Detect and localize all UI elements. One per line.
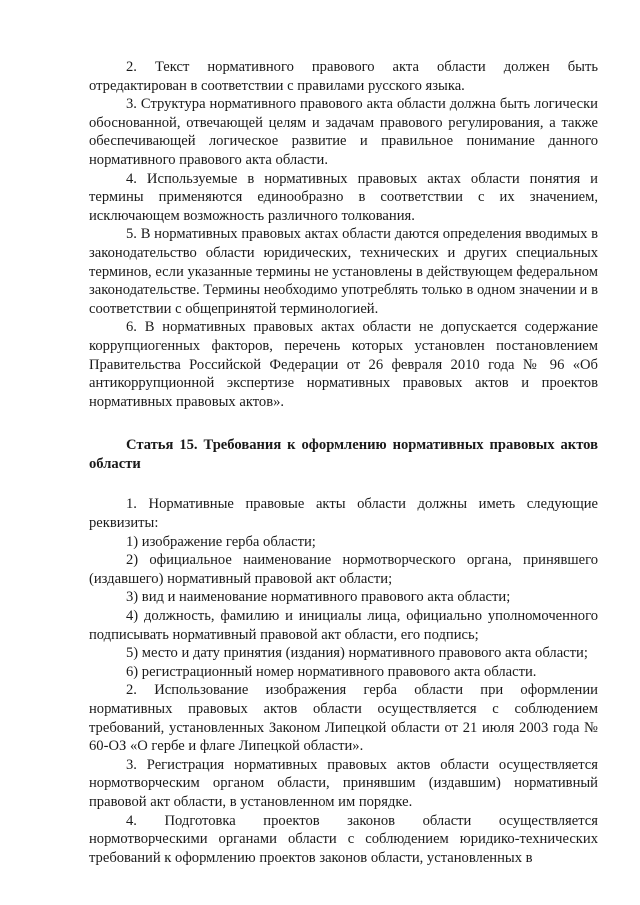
paragraph-2: 2. Текст нормативного правового акта области должен быть отредактирован в соответствии с правилами русского языка. <box>89 59 598 94</box>
requisite-item-6: 6) регистрационный номер нормативного правового акта области. <box>126 663 537 680</box>
article-15-paragraph-3: 3. Регистрация нормативных правовых актов области осуществляется нормотворческим органом области, принявшим (издавшим) нормативный правовой акт области, в установленном им порядке. <box>89 756 598 810</box>
article-15-paragraph-2: 2. Использование изображения герба области при оформлении нормативных правовых актов области осуществляется с соблюдением требований, установленных Законом Липецкой области от 21 июля 2003 года № 60-ОЗ «О гербе и флаге Липецкой области». <box>89 682 598 755</box>
paragraph-4: 4. Используемые в нормативных правовых актах области понятия и термины применяются единообразно в соответствии с их значением, исключающем возможность различного толкования. <box>89 170 598 224</box>
article-15-paragraph-1: 1. Нормативные правовые акты области должны иметь следующие реквизиты: <box>89 496 598 532</box>
requisite-item-3: 3) вид и наименование нормативного правового акта области; <box>126 589 511 606</box>
requisite-item-5: 5) место и дату принятия (издания) нормативного правового акта области; <box>126 645 588 662</box>
requisite-item-1: 1) изображение герба области; <box>126 533 316 550</box>
article-15-paragraph-4: 4. Подготовка проектов законов области осуществляется нормотворческими органами области с соблюдением юридико-технических требований к оформлению проектов законов области, установленных в <box>89 812 598 866</box>
requisite-item-4: 4) должность, фамилию и инициалы лица, официально уполномоченного подписывать нормативный правовой акт области, его подпись; <box>89 608 598 643</box>
paragraph-6: 6. В нормативных правовых актах области не допускается содержание коррупциогенных факторов, перечень которых установлен постановлением Правительства Российской Федерации от 26 февраля 2010 года № 96 «Об антикоррупционной экспертизе нормативных правовых актов и проектов нормативных правовых актов». <box>89 319 598 410</box>
paragraph-5: 5. В нормативных правовых актах области даются определения вводимых в законодательство области юридических, технических и других специальных терминов, если указанные термины не установлены в действующем федеральном законодательстве. Термины необходимо употреблять только в одном значении и в соответствии с общепринятой терминологией. <box>89 226 598 317</box>
article-15-heading: Статья 15. Требования к оформлению нормативных правовых актов области <box>89 437 598 472</box>
requisite-item-2: 2) официальное наименование нормотворческого органа, принявшего (издавшего) нормативный правовой акт области; <box>89 552 598 587</box>
document-page <box>89 58 598 867</box>
paragraph-3: 3. Структура нормативного правового акта области должна быть логически обоснованной, отвечающей целям и задачам правового регулирования, а также обеспечивающей логическое развитие и правильное понимание данного нормативного правового акта области. <box>89 96 598 168</box>
